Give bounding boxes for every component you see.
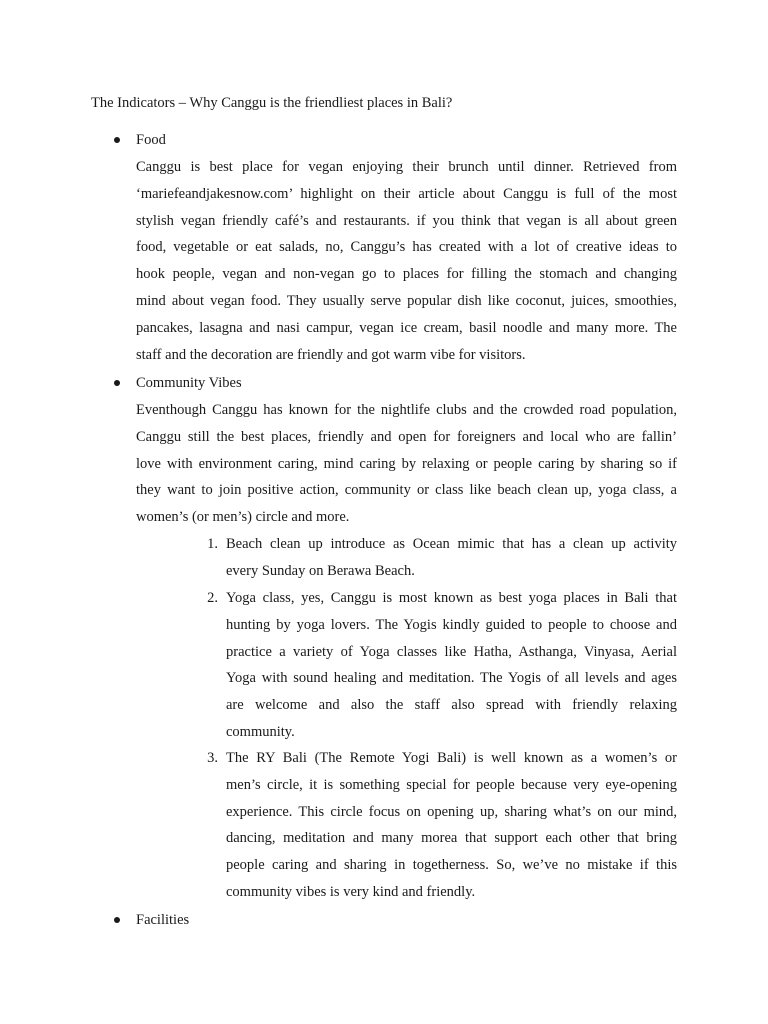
item-text: [226, 531, 677, 585]
bullet-point-icon: [114, 380, 120, 386]
paragraph-line: food, vegetable or eat salads, no, Canggu’s has created with a lot of creative ideas to: [136, 239, 677, 256]
item-line: Yoga class, yes, Canggu is most known as best yoga places in Bali that: [226, 590, 677, 606]
item-number: 1.: [207, 536, 218, 552]
paragraph-food: [136, 154, 677, 368]
paragraph-line: love with environment caring, mind caring by relaxing or people caring by sharing so if: [136, 455, 677, 472]
item-line: Beach clean up introduce as Ocean mimic that has a clean up activity: [226, 536, 677, 552]
document-title: The Indicators – Why Canggu is the friendliest places in Bali?: [91, 95, 453, 111]
paragraph-community-vibes: [136, 397, 677, 531]
item-line: community.: [226, 723, 295, 740]
item-text: [226, 585, 677, 746]
paragraph-line: Canggu still the best places, friendly and open for foreigners and local who are fallin’: [136, 428, 677, 445]
paragraph-line: ‘mariefeandjakesnow.com’ highlight on their article about Canggu is full of the most: [136, 185, 677, 202]
paragraph-line: staff and the decoration are friendly and got warm vibe for visitors.: [136, 346, 526, 363]
paragraph-line: mind about vegan food. They usually serve popular dish like coconut, juices, smoothies,: [136, 292, 677, 309]
item-line: community vibes is very kind and friendly.: [226, 883, 476, 900]
item-line: dancing, meditation and many morea that support each other that bring: [226, 830, 677, 847]
item-line: practice a variety of Yoga classes like Hatha, Asthanga, Vinyasa, Aerial: [226, 643, 677, 660]
item-line: Yoga with sound healing and meditation. The Yogis of all levels and ages: [226, 670, 677, 687]
item-line: every Sunday on Berawa Beach.: [226, 562, 415, 579]
item-line: people caring and sharing in togetherness. So, we’ve no mistake if this: [226, 857, 677, 874]
item-line: hunting by yoga lovers. The Yogis kindly guided to people to choose and: [226, 616, 677, 633]
paragraph-line: Eventhough Canggu has known for the nightlife clubs and the crowded road population,: [136, 402, 677, 418]
item-line: experience. This circle focus on opening up, sharing what’s on our mind,: [226, 803, 677, 820]
bullet-point-icon: [114, 137, 120, 143]
bullet-label-community-vibes: Community Vibes: [136, 375, 242, 391]
bullet-point-icon: [114, 917, 120, 923]
bullet-label-facilities: Facilities: [136, 912, 190, 928]
paragraph-line: stylish vegan friendly café’s and restaurants. if you think that vegan is all about green: [136, 212, 677, 229]
item-text: [226, 745, 677, 906]
paragraph-line: they want to join positive action, community or class like beach clean up, yoga class, a: [136, 482, 677, 499]
paragraph-line: women’s (or men’s) circle and more.: [136, 509, 350, 526]
item-number: 3.: [207, 750, 218, 766]
item-line: men’s circle, it is something special for people because very eye-opening: [226, 776, 677, 793]
item-line: The RY Bali (The Remote Yogi Bali) is well known as a women’s or: [226, 750, 677, 766]
paragraph-line: pancakes, lasagna and nasi campur, vegan ice cream, basil noodle and many more. The: [136, 319, 677, 336]
paragraph-line: hook people, vegan and non-vegan go to places for filling the stomach and changing: [136, 266, 677, 283]
paragraph-line: Canggu is best place for vegan enjoying their brunch until dinner. Retrieved from: [136, 159, 677, 175]
bullet-label-food: Food: [136, 132, 166, 148]
item-number: 2.: [207, 590, 218, 606]
item-line: are welcome and also the staff also spread with friendly relaxing: [226, 697, 677, 714]
